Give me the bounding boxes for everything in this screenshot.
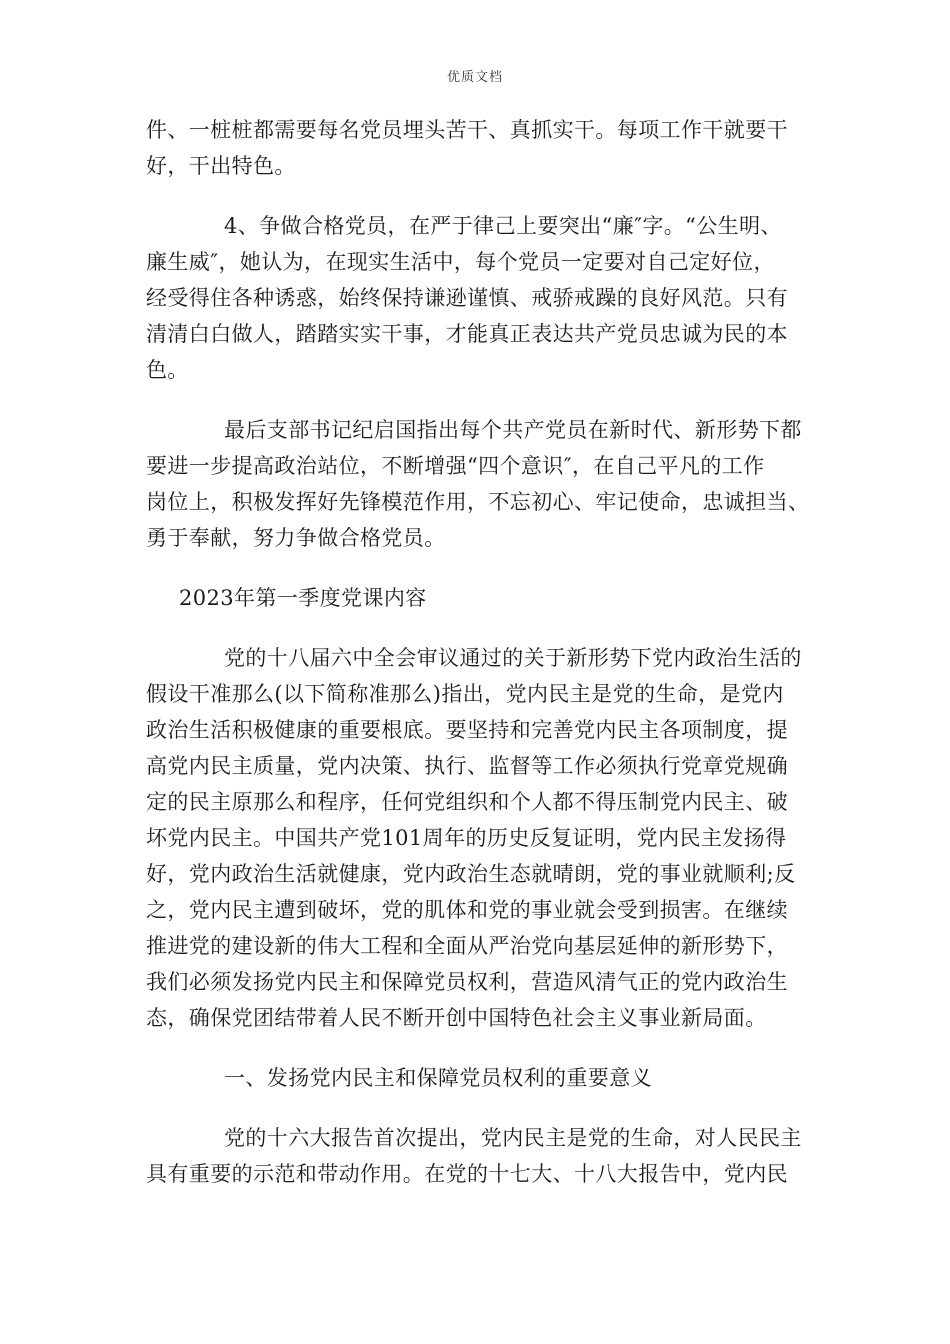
text-line: 4、争做合格党员，在严于律己上要突出“廉″字。“公生明、 <box>224 214 782 238</box>
text-line: 好，党内政治生活就健康，党内政治生态就晴朗，党的事业就顺利;反 <box>146 862 796 886</box>
text-line: 一、发扬党内民主和保障党员权利的重要意义 <box>224 1066 652 1090</box>
document-body <box>146 112 810 1192</box>
text-line: 党的十六大报告首次提出，党内民主是党的生命，对人民民主 <box>224 1126 802 1150</box>
text-line: 勇于奉献，努力争做合格党员。 <box>146 526 446 550</box>
text-line: 政治生活积极健康的重要根底。要坚持和完善党内民主各项制度，提 <box>146 718 788 742</box>
text-line: 党的十八届六中全会审议通过的关于新形势下党内政治生活的 <box>224 646 802 670</box>
paragraph <box>146 412 810 556</box>
text-line: 廉生威″，她认为，在现实生活中，每个党员一定要对自己定好位， <box>146 250 775 274</box>
text-line: 2023年第一季度党课内容 <box>179 586 427 610</box>
text-line: 定的民主原那么和程序，任何党组织和个人都不得压制党内民主、破 <box>146 790 788 814</box>
paragraph <box>146 640 806 1036</box>
text-line: 最后支部书记纪启国指出每个共产党员在新时代、新形势下都 <box>224 418 802 442</box>
paragraph <box>146 1120 806 1192</box>
section-heading <box>146 580 806 616</box>
text-line: 态，确保党团结带着人民不断开创中国特色社会主义事业新局面。 <box>146 1006 767 1030</box>
paragraph <box>146 208 806 388</box>
text-line: 好，干出特色。 <box>146 154 296 178</box>
text-line: 坏党内民主。中国共产党101周年的历史反复证明，党内民主发扬得 <box>146 826 787 850</box>
text-line: 之，党内民主遭到破坏，党的肌体和党的事业就会受到损害。在继续 <box>146 898 788 922</box>
text-line: 推进党的建设新的伟大工程和全面从严治党向基层延伸的新形势下， <box>146 934 788 958</box>
text-line: 高党内民主质量，党内决策、执行、监督等工作必须执行党章党规确 <box>146 754 788 778</box>
text-line: 件、一桩桩都需要每名党员埋头苦干、真抓实干。每项工作干就要干 <box>146 118 788 142</box>
page-header: 优质文档 <box>446 70 503 85</box>
text-line: 具有重要的示范和带动作用。在党的十七大、十八大报告中，党内民 <box>146 1162 788 1186</box>
text-line: 要进一步提高政治站位，不断增强“四个意识″，在自己平凡的工作 <box>146 454 765 478</box>
text-line: 假设干准那么(以下简称准那么)指出，党内民主是党的生命，是党内 <box>146 682 784 706</box>
text-line: 清清白白做人，踏踏实实干事，才能真正表达共产党员忠诚为民的本 <box>146 322 788 346</box>
text-line: 岗位上，积极发挥好先锋模范作用，不忘初心、牢记使命，忠诚担当、 <box>146 490 810 514</box>
paragraph <box>146 112 806 184</box>
text-line: 色。 <box>146 358 189 382</box>
text-line: 经受得住各种诱惑，始终保持谦逊谨慎、戒骄戒躁的良好风范。只有 <box>146 286 788 310</box>
text-line: 我们必须发扬党内民主和保障党员权利，营造风清气正的党内政治生 <box>146 970 788 994</box>
section-heading <box>146 1060 806 1096</box>
